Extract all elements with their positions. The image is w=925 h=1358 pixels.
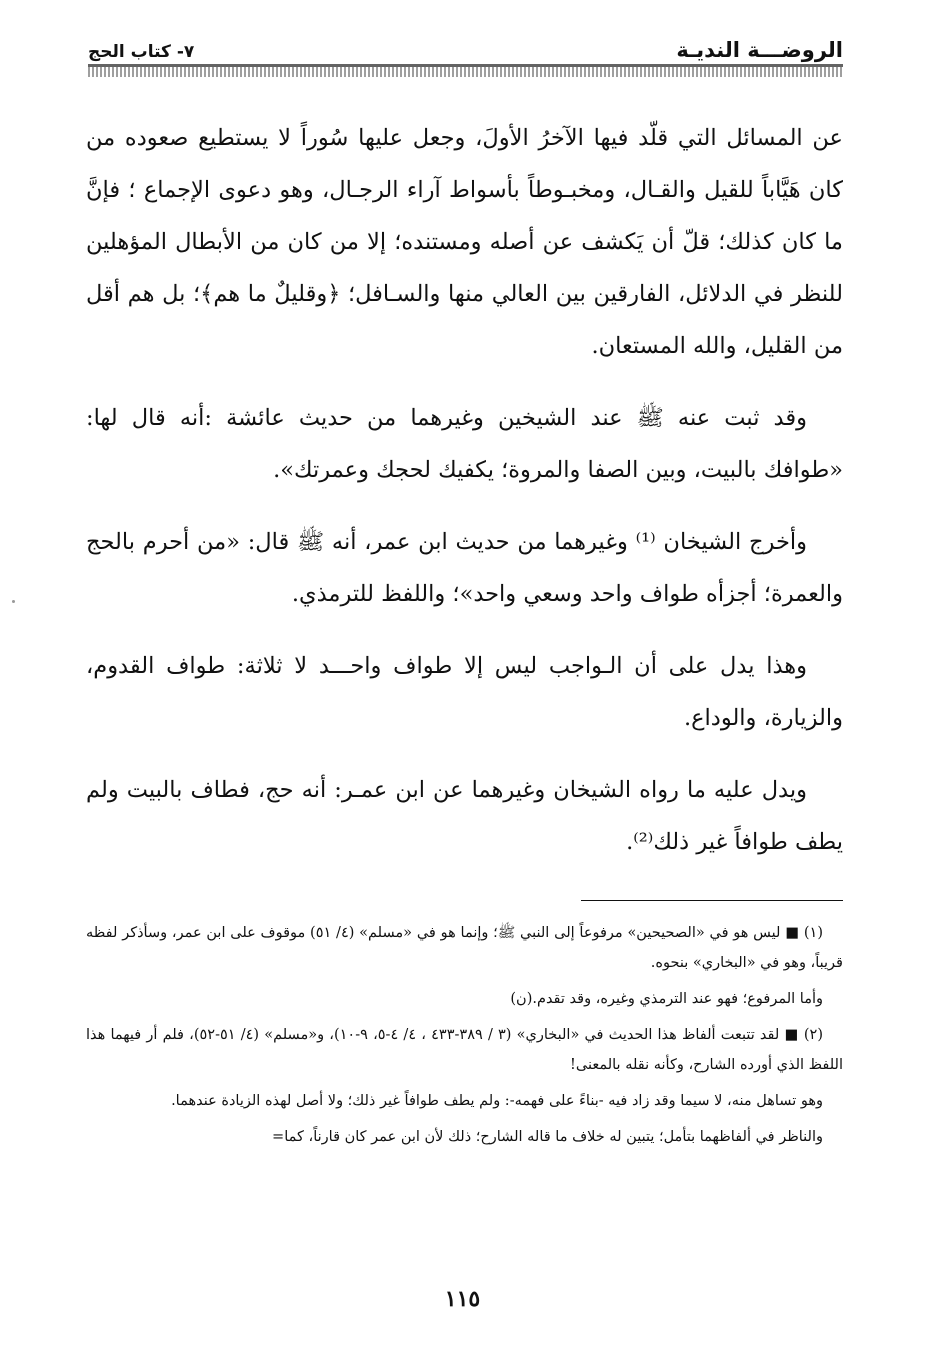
footnote: (١) ■ ليس هو في «الصحيحين» مرفوعاً إلى النبي ﷺ؛ وإنما هو في «مسلم» (٤/ ٥١) موقوف على ابن عمر، وسأذكر لفظه قريباً، وهو في «البخاري» بنحوه.	[86, 925, 843, 971]
footnote: والناظر في ألفاظهما بتأمل؛ يتبين له خلاف ما قاله الشارح؛ ذلك لأن ابن عمر كان قارناً، كما=	[272, 1129, 823, 1145]
running-header	[88, 28, 843, 62]
page-number: ١١٥	[444, 1286, 481, 1312]
scan-speck	[12, 600, 15, 603]
footnote: وهو تساهل منه، لا سيما وقد زاد فيه -بناءً على فهمه-: ولم يطف طوافاً غير ذلك؛ ولا أصل لهذه الزيادة عندهما.	[171, 1093, 823, 1109]
chapter-title: ٧- كتاب الحج	[88, 42, 195, 62]
footnote-divider	[581, 900, 843, 901]
body-paragraph: عن المسائل التي قلّد فيها الآخرُ الأولَ، وجعل عليها سُوراً لا يستطيع صعوده من كان هَيَّاباً للقيل والقـال، ومخبـوطاً بأسواط آراء الرجـال، وهو دعوى الإجماع ؛ فإنَّ ما كان كذلك؛ قلّ أن يَكشف عن أصله ومستنده؛ إلا من كان من الأبطال المؤهلين للنظر في الدلائل، الفارقين بين العالي منها والسـافل؛ ﴿وقليلٌ ما هم﴾؛ بل هم أقل من القليل، والله المستعان.	[86, 125, 843, 359]
footnotes	[86, 918, 843, 1158]
header-divider	[88, 64, 843, 77]
book-title: الروضـــة النديـة	[676, 38, 843, 62]
body-paragraph: وأخرج الشيخان ⁽¹⁾ وغيرهما من حديث ابن عمر، أنه ﷺ قال: «من أحرم بالحج والعمرة؛ أجزأه طواف واحد وسعي واحد»؛ واللفظ للترمذي.	[86, 529, 843, 607]
footnote: (٢) ■ لقد تتبعت ألفاظ هذا الحديث في «البخاري» (٣ / ٣٨٩-٤٣٣ ، ٤/ ٤-٥، ٩-١٠)، و«مسلم» (٤/ ٥١-٥٢)، فلم أر فيهما هذا اللفظ الذي أورده الشارح، وكأنه نقله بالمعنى!	[86, 1027, 843, 1073]
footnote: وأما المرفوع؛ فهو عند الترمذي وغيره، وقد تقدم.(ن)	[510, 991, 823, 1007]
body-paragraph: وقد ثبت عنه ﷺ عند الشيخين وغيرهما من حديث عائشة :أنه قال لها: «طوافك بالبيت، وبين الصفا والمروة؛ يكفيك لحجك وعمرتك».	[86, 405, 843, 483]
main-text	[86, 112, 843, 888]
body-paragraph: ويدل عليه ما رواه الشيخان وغيرهما عن ابن عمـر: أنه حج، فطاف بالبيت ولم يطف طوافاً غير ذلك⁽²⁾.	[86, 777, 843, 855]
body-paragraph: وهذا يدل على أن الـواجب ليس إلا طواف واحـــد لا ثلاثة: طواف القدوم، والزيارة، والوداع.	[86, 653, 843, 731]
